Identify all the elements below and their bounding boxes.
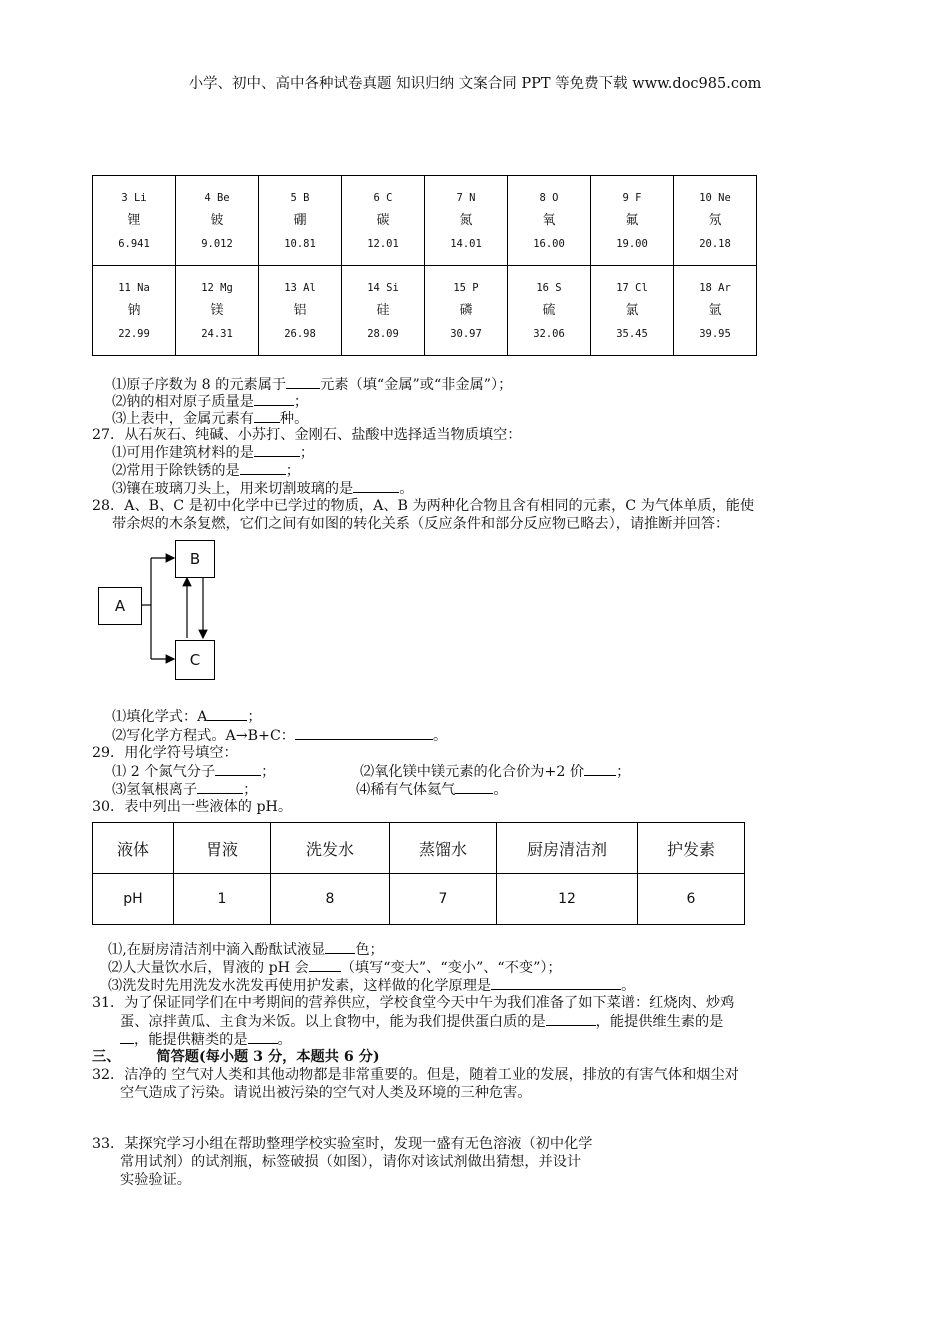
q28-stem-1: 28．A、B、C 是初中化学中已学过的物质，A、B 为两种化合物且含有相同的元素，C 为气体单质，能使 [92,498,755,514]
element-name: 氩 [708,302,722,318]
element-cell [93,176,176,266]
element-cell [93,266,176,356]
ph-table-value-cell: 8 [271,874,390,925]
element-symbol: 6 C [373,191,393,204]
answer-blank[interactable] [254,392,294,406]
ph-table-value-cell: 12 [497,874,638,925]
element-name: 锂 [127,212,141,228]
q33-line-1: 33．某探究学习小组在帮助整理学校实验室时，发现一盛有无色溶液（初中化学 [92,1136,593,1152]
answer-blank[interactable] [309,958,341,972]
q30-stem: 30．表中列出一些液体的 pH。 [92,799,293,815]
element-mass: 10.81 [284,237,316,250]
element-mass: 39.95 [699,327,731,340]
q28-line-1: ⑴填化学式：A ； [112,709,262,725]
q27-line-2: ⑵常用于除铁锈的是 ； [112,463,300,479]
element-cell [425,176,508,266]
element-mass: 30.97 [450,327,482,340]
q29-line-4: ⑷稀有气体氦气 。 [356,782,508,798]
element-name: 铍 [210,212,224,228]
answer-blank[interactable] [295,726,433,740]
answer-blank[interactable] [215,762,261,776]
q29-stem: 29．用化学符号填空： [92,745,238,761]
q26-line-1: ⑴原子序数为 8 的元素属于 元素（填“金属”或“非金属”）； [112,377,513,393]
q30-line-3: ⑶洗发时先用洗发水洗发再使用护发素，这样做的化学原理是 。 [108,978,636,994]
element-name: 氯 [625,302,639,318]
ph-table-header-cell: 厨房清洁剂 [497,823,638,874]
ph-table-value-row [93,874,745,925]
element-name: 碳 [376,212,390,228]
ph-table-header-cell: 护发素 [638,823,745,874]
element-mass: 12.01 [367,237,399,250]
element-name: 钠 [127,302,141,318]
answer-blank[interactable] [491,976,621,990]
element-name: 氧 [542,212,556,228]
element-mass: 35.45 [616,327,648,340]
ph-table-value-cell: 7 [390,874,497,925]
answer-blank[interactable] [254,409,280,423]
box-c: C [175,640,215,680]
answer-blank[interactable] [254,443,300,457]
element-cell [425,266,508,356]
element-symbol: 12 Mg [201,281,233,294]
periodic-table [92,175,757,356]
q28-stem-2: 带余烬的木条复燃，它们之间有如图的转化关系（反应条件和部分反应物已略去），请推断并回答： [112,516,730,532]
element-name: 镁 [210,302,224,318]
q27-line-1: ⑴可用作建筑材料的是 ； [112,445,315,461]
element-name: 磷 [459,302,473,318]
element-symbol: 11 Na [118,281,150,294]
element-mass: 32.06 [533,327,565,340]
element-name: 氮 [459,212,473,228]
element-mass: 28.09 [367,327,399,340]
q29-line-3: ⑶氢氧根离子 ； [112,782,258,798]
element-mass: 20.18 [699,237,731,250]
ph-table-header-cell: 液体 [93,823,174,874]
element-mass: 26.98 [284,327,316,340]
element-cell [508,266,591,356]
element-mass: 14.01 [450,237,482,250]
q31-line-2: 蛋、凉拌黄瓜、主食为米饭。以上食物中，能为我们提供蛋白质的是 ，能提供维生素的是 [120,1014,724,1030]
element-mass: 9.012 [201,237,233,250]
element-cell [674,266,757,356]
element-name: 铝 [293,302,307,318]
q32-line-2: 空气造成了污染。请说出被污染的空气对人类及环境的三种危害。 [120,1085,532,1101]
answer-blank[interactable] [455,780,493,794]
element-symbol: 18 Ar [699,281,731,294]
element-cell [508,176,591,266]
q26-line-2: ⑵钠的相对原子质量是 ； [112,394,309,410]
ph-table-header-cell: 洗发水 [271,823,390,874]
answer-blank[interactable] [546,1012,596,1026]
q27-line-3: ⑶镶在玻璃刀头上，用来切割玻璃的是 。 [112,481,414,497]
answer-blank[interactable] [120,1030,134,1044]
element-symbol: 8 O [539,191,559,204]
answer-blank[interactable] [207,707,247,721]
element-mass: 6.941 [118,237,150,250]
periodic-table-row [93,266,757,356]
answer-blank[interactable] [240,461,286,475]
element-cell [176,176,259,266]
element-name: 硫 [542,302,556,318]
element-mass: 24.31 [201,327,233,340]
element-cell [591,266,674,356]
element-name: 氖 [708,212,722,228]
q29-line-2: ⑵氧化镁中镁元素的化合价为+2 价 ； [360,764,631,780]
element-cell [674,176,757,266]
element-symbol: 16 S [536,281,562,294]
periodic-table-row [93,176,757,266]
ph-table-value-cell: 6 [638,874,745,925]
element-mass: 16.00 [533,237,565,250]
element-name: 氟 [625,212,639,228]
element-cell [342,176,425,266]
element-symbol: 9 F [622,191,642,204]
ph-table-value-cell: 1 [174,874,271,925]
q28-line-2: ⑵写化学方程式。A→B+C： 。 [112,728,448,744]
element-cell [342,266,425,356]
q30-line-1: ⑴,在厨房清洁剂中滴入酚酞试液显 色； [108,942,384,958]
answer-blank[interactable] [584,762,616,776]
element-symbol: 13 Al [284,281,316,294]
element-symbol: 5 B [290,191,310,204]
ph-table-value-cell: pH [93,874,174,925]
element-symbol: 14 Si [367,281,399,294]
element-symbol: 17 Cl [616,281,648,294]
q29-line-1: ⑴ 2 个氮气分子 ； [112,764,276,780]
answer-blank[interactable] [353,479,399,493]
ph-table-header-row [93,823,745,874]
answer-blank[interactable] [286,375,320,389]
q31-line-3: ，能提供糖类的是 。 [120,1030,292,1049]
answer-blank[interactable] [248,1030,278,1044]
page-header: 小学、初中、高中各种试卷真题 知识归纳 文案合同 PPT 等免费下载 www.doc985.com [188,76,762,92]
ph-table-header-cell: 蒸馏水 [390,823,497,874]
element-cell [591,176,674,266]
q33-line-3: 实验验证。 [120,1172,191,1188]
element-mass: 22.99 [118,327,150,340]
element-symbol: 3 Li [121,191,147,204]
section-3-heading: 三、 简答题(每小题 3 分，本题共 6 分) [92,1049,380,1065]
element-symbol: 15 P [453,281,479,294]
ph-table-header-cell: 胃液 [174,823,271,874]
element-mass: 19.00 [616,237,648,250]
element-name: 硼 [293,212,307,228]
element-name: 硅 [376,302,390,318]
box-b: B [175,540,215,578]
element-symbol: 10 Ne [699,191,731,204]
q31-line-1: 31．为了保证同学们在中考期间的营养供应，学校食堂今天中午为我们准备了如下菜谱：红烧肉、炒鸡 [92,995,735,1011]
element-symbol: 7 N [456,191,476,204]
q32-line-1: 32．洁净的 空气对人类和其他动物都是非常重要的。但是，随着工业的发展，排放的有害气体和烟尘对 [92,1067,739,1083]
element-cell [259,266,342,356]
q30-line-2: ⑵人大量饮水后，胃液的 pH 会 （填写“变大”、“变小”、“不变”）； [108,960,562,976]
box-a: A [98,587,142,625]
q33-line-2: 常用试剂）的试剂瓶，标签破损（如图），请你对该试剂做出猜想，并设计 [120,1154,582,1170]
ph-table [92,822,745,925]
answer-blank[interactable] [325,940,355,954]
element-cell [176,266,259,356]
q26-line-3: ⑶上表中，金属元素有 种。 [112,411,309,427]
element-cell [259,176,342,266]
q27-stem: 27．从石灰石、纯碱、小苏打、金刚石、盐酸中选择适当物质填空： [92,427,522,443]
answer-blank[interactable] [197,780,243,794]
element-symbol: 4 Be [204,191,230,204]
